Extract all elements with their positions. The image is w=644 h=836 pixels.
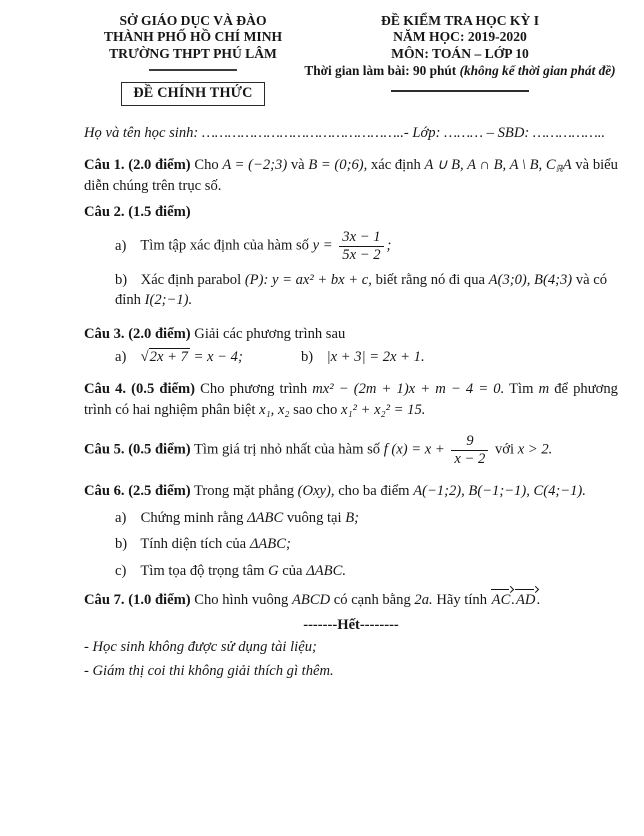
sentence-period: . xyxy=(536,591,541,608)
note-proctor: - Giám thị coi thi không giải thích gì thêm. xyxy=(84,662,334,679)
exam-footer-notes xyxy=(84,637,618,681)
question-7-label: Câu 7. (1.0 điểm) xyxy=(84,591,191,608)
question-text: và biểu diễn chúng trên trục số. xyxy=(84,156,618,194)
item-label: a) xyxy=(115,348,127,365)
dot-operator: . xyxy=(511,591,515,608)
subject-grade: MÔN: TOÁN – LỚP 10 xyxy=(391,45,529,61)
question-2a xyxy=(115,229,618,264)
question-text: biết rằng nó đi qua xyxy=(375,271,486,288)
question-text: Tính diện tích của xyxy=(140,536,247,553)
math-expression: G xyxy=(268,563,279,579)
math-expression: A(−1;2), B(−1;−1), C(4;−1). xyxy=(413,482,586,499)
question-text: Cho xyxy=(194,156,219,173)
fraction-denominator: x − 2 xyxy=(454,451,486,468)
item-label: a) xyxy=(115,509,127,526)
question-2 xyxy=(84,202,618,223)
math-expression: m xyxy=(538,380,550,397)
question-3-items xyxy=(115,349,618,366)
school-year: NĂM HỌC: 2019-2020 xyxy=(393,29,527,45)
question-text: vuông tại xyxy=(286,509,342,526)
official-exam-badge xyxy=(121,82,264,106)
question-text: xác định xyxy=(370,156,421,173)
subscript-real-numbers: ℝ xyxy=(555,163,563,174)
header-right-divider xyxy=(391,90,529,92)
question-text: để phương trình có hai nghiệm phân biệt xyxy=(84,380,618,418)
item-label: b) xyxy=(115,536,128,553)
official-exam-label: ĐỀ CHÍNH THỨC xyxy=(133,84,253,101)
radical-sign: √ xyxy=(140,348,149,365)
note-no-materials: - Học sinh không được sử dụng tài liệu; xyxy=(84,639,317,656)
vector-ac: AC xyxy=(491,590,512,611)
question-6b xyxy=(115,534,618,555)
question-text: Xác định parabol xyxy=(140,271,242,288)
question-text: Tìm giá trị nhỏ nhất của hàm số xyxy=(194,441,381,458)
math-expression xyxy=(424,157,571,173)
question-2b xyxy=(115,270,618,311)
math-expression: A = (−2;3) xyxy=(222,156,288,173)
question-7 xyxy=(84,588,618,611)
math-expression: x > 2. xyxy=(517,441,553,458)
question-text: Tìm tập xác định của hàm số xyxy=(140,237,309,254)
radicand: 2x + 7 xyxy=(149,348,188,365)
math-expression: |x + 3| = 2x + 1. xyxy=(326,348,425,365)
item-label: a) xyxy=(115,237,127,254)
question-6c xyxy=(115,561,618,582)
question-6a xyxy=(115,508,618,529)
math-expression: ; xyxy=(386,237,392,254)
issuing-authority-block xyxy=(84,13,302,106)
math-expression: B; xyxy=(345,509,360,526)
exam-duration-note: (không kể thời gian phát đề) xyxy=(459,62,616,78)
fraction-numerator: 3x − 1 xyxy=(339,229,383,247)
vector-ad: AD xyxy=(515,590,536,611)
item-label: b) xyxy=(115,271,128,288)
question-text: với xyxy=(494,441,515,458)
fraction xyxy=(339,229,383,264)
set-operations: A ∪ B, A ∩ B, A \ B, C xyxy=(424,156,556,173)
question-text: Tìm xyxy=(509,380,534,397)
math-expression: = x − 4; xyxy=(193,348,243,365)
question-3 xyxy=(84,324,618,345)
exam-duration-line xyxy=(302,63,618,79)
question-text: Cho hình vuông xyxy=(194,591,289,608)
question-4-label: Câu 4. (0.5 điểm) xyxy=(84,380,196,397)
math-expression: ΔABC. xyxy=(306,563,346,579)
question-text: có cạnh bằng xyxy=(333,591,411,608)
end-of-exam-line: -------Hết-------- xyxy=(303,617,399,634)
student-info-line: Họ và tên học sinh: ………………………………………..- Lớp: ……… – SBD: …………….. xyxy=(84,124,606,141)
question-text: Tìm tọa độ trọng tâm xyxy=(140,563,265,579)
question-text: và có đỉnh xyxy=(115,271,608,309)
math-expression: 2a. xyxy=(414,591,433,608)
math-expression: B = (0;6), xyxy=(308,156,368,173)
question-text: Trong mặt phẳng xyxy=(194,482,295,499)
question-text: và xyxy=(290,156,305,173)
math-expression: ABCD xyxy=(292,591,331,608)
question-5-label: Câu 5. (0.5 điểm) xyxy=(84,441,191,458)
math-expression: ΔABC; xyxy=(249,536,291,553)
question-3b xyxy=(301,349,425,366)
exam-duration: Thời gian làm bài: 90 phút xyxy=(304,62,457,78)
question-6 xyxy=(84,481,618,502)
question-text: Giải các phương trình sau xyxy=(194,326,346,343)
math-expression: I(2;−1). xyxy=(144,292,193,309)
question-1-label: Câu 1. (2.0 điểm) xyxy=(84,156,191,173)
question-1 xyxy=(84,155,618,196)
question-3-label: Câu 3. (2.0 điểm) xyxy=(84,326,191,343)
question-text: Hãy tính xyxy=(436,591,487,608)
math-expression: mx² − (2m + 1)x + m − 4 = 0. xyxy=(312,380,505,397)
question-2-label: Câu 2. (1.5 điểm) xyxy=(84,204,191,221)
city-line: THÀNH PHỐ HỒ CHÍ MINH xyxy=(103,29,283,45)
exam-title-block xyxy=(302,13,618,106)
set-a: A xyxy=(562,156,572,173)
item-label: b) xyxy=(301,348,314,365)
question-5 xyxy=(84,433,618,468)
exam-header xyxy=(84,13,618,106)
math-expression: (P): y = ax² + bx + c, xyxy=(244,271,372,288)
math-expression: (Oxy), xyxy=(297,482,335,499)
question-text: cho ba điểm xyxy=(338,482,410,499)
fraction xyxy=(451,433,488,468)
question-4 xyxy=(84,379,618,420)
fraction-numerator: 9 xyxy=(451,433,488,451)
question-6-label: Câu 6. (2.5 điểm) xyxy=(84,482,191,499)
math-expression: x₁, x₂ xyxy=(259,401,290,418)
math-expression: f (x) = x + xyxy=(383,441,445,458)
school-line: TRƯỜNG THPT PHÚ LÂM xyxy=(109,45,277,61)
header-left-divider xyxy=(149,69,237,71)
question-text: Chứng minh rằng xyxy=(140,509,244,526)
department-line: SỞ GIÁO DỤC VÀ ĐÀO xyxy=(119,13,267,28)
fraction-denominator: 5x − 2 xyxy=(342,246,381,263)
math-expression: ΔABC xyxy=(247,509,284,526)
exam-title: ĐỀ KIỂM TRA HỌC KỲ I xyxy=(381,13,539,28)
math-expression: y = xyxy=(312,237,333,254)
item-label: c) xyxy=(115,563,127,579)
math-expression: x₁² + x₂² = 15. xyxy=(341,401,426,418)
question-3a xyxy=(115,349,301,366)
question-text: của xyxy=(282,563,303,579)
math-expression: A(3;0), B(4;3) xyxy=(488,271,573,288)
question-text: sao cho xyxy=(293,401,338,418)
question-text: Cho phương trình xyxy=(200,380,308,397)
square-root xyxy=(141,348,190,365)
